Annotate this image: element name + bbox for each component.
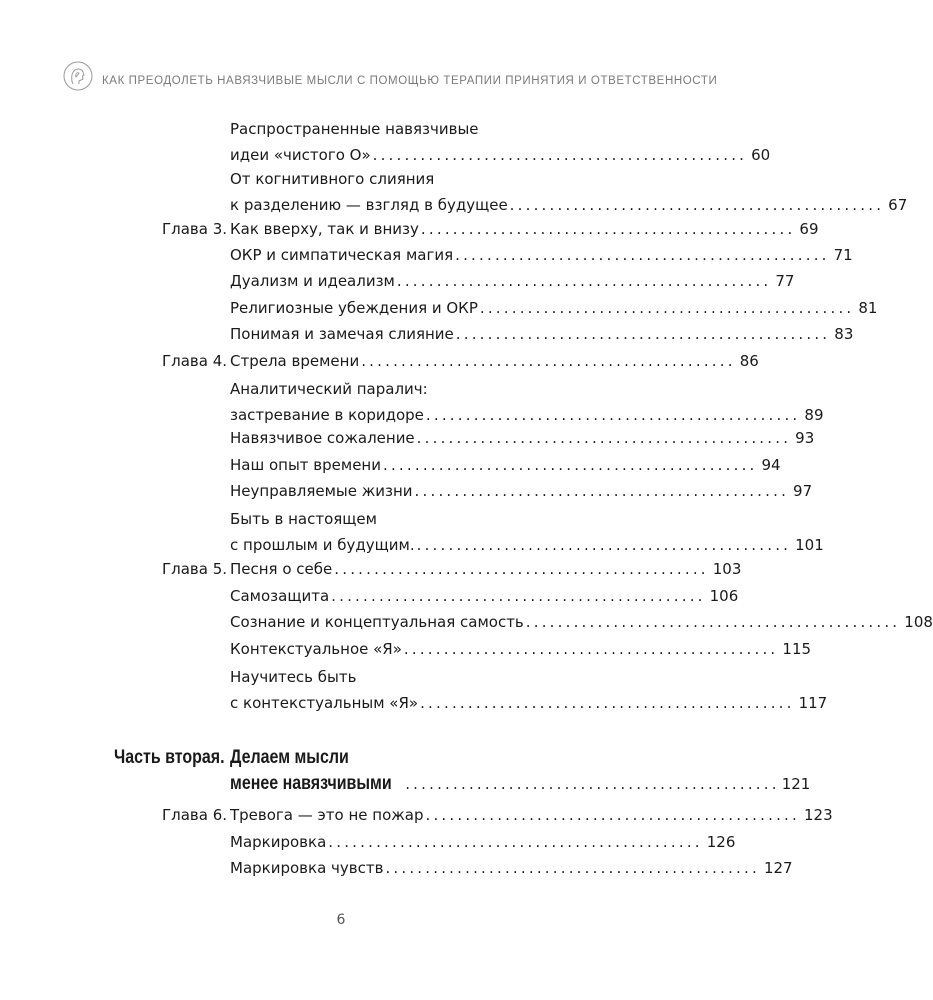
toc-entry-title: Самозащита xyxy=(230,587,330,605)
toc-entry[interactable] xyxy=(230,855,793,881)
leader-dots: ............................................... xyxy=(396,272,772,290)
leader-dots: ............................................... xyxy=(525,613,901,631)
toc-entry[interactable] xyxy=(230,609,933,635)
leader-dots: ............................................... xyxy=(416,536,792,554)
toc-page-number: 71 xyxy=(833,246,853,264)
toc-chapter-entry[interactable] xyxy=(230,216,819,242)
leader-dots: ............................................... xyxy=(479,299,855,317)
toc-page-number: 83 xyxy=(834,325,854,343)
toc-entry-title: Наш опыт времени xyxy=(230,456,381,474)
leader-dots: ............................................... xyxy=(331,587,706,605)
toc-page-number: 67 xyxy=(888,196,908,214)
toc-page-number: 115 xyxy=(782,640,812,658)
toc-page-number: 86 xyxy=(739,352,759,370)
leader-dots: ............................................... xyxy=(414,482,790,500)
toc-entry-title: Религиозные убеждения и ОКР xyxy=(230,299,478,317)
toc-entry[interactable] xyxy=(230,268,795,294)
leader-dots: ............................................... xyxy=(425,406,801,424)
running-title: КАК ПРЕОДОЛЕТЬ НАВЯЗЧИВЫЕ МЫСЛИ С ПОМОЩЬЮ ТЕРАПИИ ПРИНЯТИЯ И ОТВЕТСТВЕННОСТИ xyxy=(102,75,718,87)
toc-page-number: 101 xyxy=(795,536,824,554)
toc-part-title: Делаем мысли xyxy=(230,746,349,768)
toc-entry-title: ОКР и симпатическая магия xyxy=(230,246,454,264)
toc-page-number: 117 xyxy=(798,694,828,712)
toc-entry-title: Дуализм и идеализм xyxy=(230,272,395,290)
toc-entry[interactable] xyxy=(230,321,854,347)
part-label: Часть вторая. xyxy=(114,746,225,768)
toc-entry[interactable] xyxy=(230,452,781,478)
toc-entry-title: Навязчивое сожаление xyxy=(230,429,415,447)
toc-entry-title: Научитесь быть xyxy=(230,668,357,686)
leader-dots: ............................................... xyxy=(455,246,830,264)
toc-entry[interactable] xyxy=(230,636,812,662)
leader-dots: ............................................... xyxy=(425,806,800,824)
toc-entry[interactable] xyxy=(230,664,828,716)
toc-page-number: 93 xyxy=(795,429,815,447)
chapter-label: Глава 4. xyxy=(162,352,228,370)
toc-page-number: 94 xyxy=(761,456,781,474)
chapter-label: Глава 5. xyxy=(162,560,228,578)
toc-entry-title: Контекстуальное «Я» xyxy=(230,640,402,658)
leader-dots: ............................................... xyxy=(383,456,758,474)
toc-entry[interactable] xyxy=(230,425,815,451)
toc-entry-title: Маркировка xyxy=(230,833,327,851)
toc-entry-title: Тревога — это не пожар xyxy=(230,806,424,824)
toc-page-number: 126 xyxy=(706,833,736,851)
toc-entry[interactable] xyxy=(230,376,824,428)
toc-page-number: 97 xyxy=(793,482,813,500)
leader-dots: ............................................... xyxy=(385,859,760,877)
page-number: 6 xyxy=(336,912,346,928)
toc-entry[interactable] xyxy=(230,242,853,268)
toc-chapter-entry[interactable] xyxy=(230,348,759,374)
toc-entry-title: Как вверху, так и внизу xyxy=(230,220,419,238)
leader-dots: ............................................... xyxy=(403,640,779,658)
toc-entry-title: Быть в настоящем xyxy=(230,510,377,528)
leader-dots: ............................................... xyxy=(328,833,703,851)
leader-dots: ............................................... xyxy=(416,429,792,447)
leader-dots: ............................................... xyxy=(334,560,709,578)
toc-page-number: 127 xyxy=(763,859,793,877)
toc-entry-title: Аналитический паралич: xyxy=(230,380,428,398)
leader-dots: ............................................... xyxy=(361,352,736,370)
toc-page-number: 123 xyxy=(803,806,833,824)
toc-entry[interactable] xyxy=(230,583,739,609)
toc-entry[interactable] xyxy=(230,116,771,168)
leader-dots: ............................................... xyxy=(455,325,831,343)
toc-entry-title: к разделению — взгляд в будущее xyxy=(230,196,508,214)
toc-entry[interactable] xyxy=(230,478,813,504)
toc-entry-title: Стрела времени xyxy=(230,352,360,370)
toc-page-number: 89 xyxy=(804,406,824,424)
toc-part-entry[interactable] xyxy=(230,744,811,797)
toc-entry[interactable] xyxy=(230,506,824,558)
toc-entry-title: Песня о себе xyxy=(230,560,333,578)
toc-entry-title: застревание в коридоре xyxy=(230,406,424,424)
toc-page-number: 81 xyxy=(858,299,878,317)
toc-entry-title: Неуправляемые жизни xyxy=(230,482,413,500)
leader-dots: ............................................... xyxy=(405,775,780,793)
toc-chapter-entry[interactable] xyxy=(230,556,742,582)
toc-entry-title: От когнитивного слияния xyxy=(230,170,435,188)
toc-entry[interactable] xyxy=(230,295,878,321)
toc-entry-title: Сознание и концептуальная самость xyxy=(230,613,524,631)
toc-page-number: 103 xyxy=(712,560,742,578)
toc-entry-title: Маркировка чувств xyxy=(230,859,384,877)
toc-entry[interactable] xyxy=(230,166,908,218)
toc-part-title: менее навязчивыми xyxy=(230,772,392,794)
toc-page-number: 108 xyxy=(904,613,933,631)
toc-page-number: 121 xyxy=(781,775,811,793)
chapter-label: Глава 3. xyxy=(162,220,228,238)
toc-chapter-entry[interactable] xyxy=(230,802,833,828)
leader-dots: ............................................... xyxy=(509,196,885,214)
toc-page-number: 60 xyxy=(751,146,771,164)
leader-dots: ............................................... xyxy=(420,694,795,712)
toc-entry-title: идеи «чистого О» xyxy=(230,146,371,164)
toc-page-number: 106 xyxy=(709,587,739,605)
toc-entry-title: с контекстуальным «Я» xyxy=(230,694,419,712)
leader-dots: ............................................... xyxy=(420,220,796,238)
toc-page-number: 69 xyxy=(799,220,819,238)
toc-entry[interactable] xyxy=(230,829,736,855)
toc-page-number: 77 xyxy=(775,272,795,290)
toc-entry-title: Распространенные навязчивые xyxy=(230,120,479,138)
leader-dots: ............................................... xyxy=(372,146,748,164)
chapter-label: Глава 6. xyxy=(162,806,228,824)
toc-entry-title: Понимая и замечая слияние xyxy=(230,325,454,343)
toc-entry-title: с прошлым и будущим. xyxy=(230,536,415,554)
